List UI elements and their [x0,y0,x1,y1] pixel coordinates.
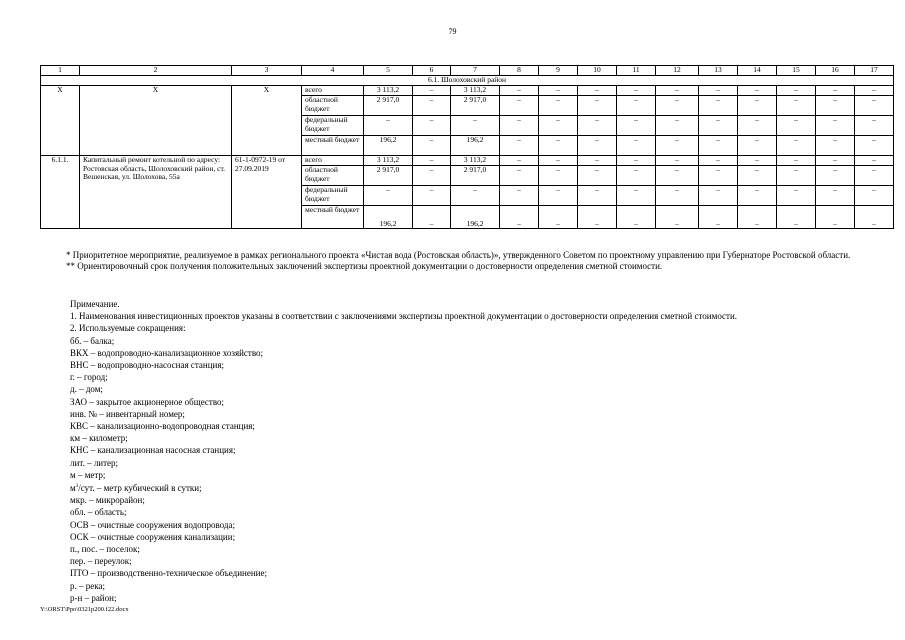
value-cell: – [617,206,656,229]
value-cell: – [777,96,816,116]
abbreviation-item: р-н – район; [70,592,117,603]
value-total: 2 917,0 [364,96,413,116]
abbreviation-item: лит. – литер; [70,457,119,468]
value-cell: – [816,96,855,116]
value-total: – [364,186,413,206]
value-cell: – [738,116,777,136]
column-number: 9 [539,66,578,76]
footnotes [40,250,862,272]
funding-source: всего [302,86,364,96]
column-number: 2 [80,66,232,76]
value-cell: – [855,116,894,136]
value-cell: – [738,96,777,116]
value-cell: – [578,96,617,116]
value-cell: – [656,96,699,116]
value-cell: – [855,186,894,206]
remark-item-2: 2. Используемые сокращения: [70,323,186,334]
abbreviation-item: р. – река; [70,580,105,591]
value-cell: – [539,86,578,96]
value-cell: – [539,206,578,229]
abbreviation-item: бб. – балка; [70,335,115,346]
value-cell: – [738,206,777,229]
item-name: Х [80,86,232,156]
column-number: 7 [451,66,500,76]
value-cell: – [617,166,656,186]
column-number: 10 [578,66,617,76]
abbreviation-item: инв. № – инвентарный номер; [70,408,185,419]
value-cell: – [500,206,539,229]
item-number: 6.1.1. [41,156,80,229]
value-total: – [364,116,413,136]
column-number: 12 [656,66,699,76]
value-cell: – [500,96,539,116]
section-row [41,76,894,86]
abbreviation-list [70,335,737,481]
value-cell: – [500,116,539,136]
abbreviation-item: ЗАО – закрытое акционерное общество; [70,396,225,407]
value-col7: 196,2 [451,136,500,156]
abbreviation-item: КНС – канализационная насосная станция; [70,445,236,456]
value-cell: – [855,96,894,116]
abbreviation-m3: $м^3$/сут. – метр кубический в сутки; [70,483,202,494]
value-cell: – [855,156,894,166]
value-cell: – [539,116,578,136]
value-total: 3 113,2 [364,86,413,96]
value-cell: – [699,116,738,136]
value-cell: – [777,136,816,156]
abbreviation-item: п., пос. – поселок; [70,544,140,555]
value-col6: – [413,156,451,166]
value-cell: – [617,116,656,136]
value-cell: – [656,156,699,166]
value-cell: – [656,136,699,156]
column-number: 5 [364,66,413,76]
value-cell: – [777,186,816,206]
abbreviation-item: ОСВ – очистные сооружения водопровода; [70,519,235,530]
value-total: 196,2 [364,206,413,229]
value-cell: – [816,156,855,166]
value-col6: – [413,86,451,96]
value-cell: – [578,166,617,186]
value-cell: – [699,186,738,206]
value-cell: – [656,206,699,229]
abbreviation-item: ВКХ – водопроводно-канализационное хозяйство; [70,347,264,358]
value-col6: – [413,136,451,156]
value-cell: – [578,156,617,166]
value-cell: – [816,116,855,136]
remark-item-1: 1. Наименования инвестиционных проектов указаны в соответствии с заключениями экспертизы проектной документации о достоверности определения сметной стоимости. [70,311,738,322]
value-cell: – [738,136,777,156]
column-number: 16 [816,66,855,76]
value-col7: 2 917,0 [451,166,500,186]
abbreviation-item: мкр. – микрорайон; [70,495,145,506]
value-cell: – [777,156,816,166]
funding-source: федеральный бюджет [302,116,364,136]
value-cell: – [539,166,578,186]
abbreviation-list-2 [70,494,737,604]
value-cell: – [617,156,656,166]
value-cell: – [656,116,699,136]
value-cell: – [816,186,855,206]
value-cell: – [656,186,699,206]
value-cell: – [699,96,738,116]
footnote-priority: * Приоритетное мероприятие, реализуемое в рамках регионального проекта «Чистая вода (Ростовская область)», утвержденного Советом по проектному управлению при Губернаторе Ростовской области. [66,250,851,260]
value-cell: – [500,156,539,166]
footnote-expertise: ** Ориентировочный срок получения положительных заключений экспертизы проектной документации о достоверности определения сметной стоимости. [66,261,663,272]
value-col6: – [413,186,451,206]
value-col7: 2 917,0 [451,96,500,116]
value-cell: – [855,206,894,229]
section-title: 6.1. Шолоховский район [41,76,894,86]
value-cell: – [539,186,578,206]
item-number: Х [41,86,80,156]
funding-source: областной бюджет [302,166,364,186]
value-cell: – [699,156,738,166]
abbreviation-item: д. – дом; [70,384,103,395]
value-cell: – [578,86,617,96]
abbreviation-item: м – метр; [70,469,106,480]
value-col6: – [413,96,451,116]
funding-source: местный бюджет [302,206,364,229]
column-number: 15 [777,66,816,76]
value-cell: – [539,136,578,156]
abbreviation-item: ПТО – производственно-техническое объединение; [70,568,267,579]
value-cell: – [777,206,816,229]
abbreviation-item: КВС – канализационно-водопроводная станция; [70,421,255,432]
abbreviation-item: ОСК – очистные сооружения канализации; [70,531,236,542]
value-cell: – [617,86,656,96]
value-cell: – [500,136,539,156]
item-expertise: 61-1-0972-19 от 27.09.2019 [232,156,302,229]
value-cell: – [699,86,738,96]
abbreviation-item: г. – город; [70,372,108,383]
value-col6: – [413,166,451,186]
value-cell: – [656,166,699,186]
value-total: 196,2 [364,136,413,156]
value-cell: – [777,116,816,136]
value-cell: – [617,136,656,156]
file-path-footer: Y:\ORST\Ppo\0321p200.f22.docx [40,606,129,613]
item-name: Капитальный ремонт котельной по адресу: Ростовская область, Шолоховский район, ст. Вешенская, ул. Шолохова, 55а [80,156,232,229]
remark-block [70,298,737,604]
column-number: 17 [855,66,894,76]
group2-row [41,156,894,166]
value-col7: – [451,116,500,136]
value-cell: – [699,136,738,156]
item-expertise: Х [232,86,302,156]
column-number: 14 [738,66,777,76]
value-cell: – [855,86,894,96]
column-number: 4 [302,66,364,76]
funding-source: всего [302,156,364,166]
funding-source: местный бюджет [302,136,364,156]
column-number: 1 [41,66,80,76]
value-cell: – [816,166,855,186]
value-col7: – [451,186,500,206]
value-col7: 3 113,2 [451,86,500,96]
column-number: 3 [232,66,302,76]
value-col6: – [413,116,451,136]
abbreviation-item: пер. – переулок; [70,556,132,567]
value-cell: – [656,86,699,96]
value-total: 3 113,2 [364,156,413,166]
remark-title: Примечание. [70,299,120,309]
value-cell: – [539,156,578,166]
value-cell: – [699,166,738,186]
value-cell: – [738,186,777,206]
value-cell: – [500,166,539,186]
value-cell: – [738,86,777,96]
value-cell: – [578,186,617,206]
value-cell: – [816,206,855,229]
funding-source: областной бюджет [302,96,364,116]
table-header-row [41,66,894,76]
column-number: 11 [617,66,656,76]
abbreviation-item: ВНС – водопроводно-насосная станция; [70,360,224,371]
value-cell: – [777,86,816,96]
value-total: 2 917,0 [364,166,413,186]
column-number: 13 [699,66,738,76]
investment-table [40,65,894,229]
value-cell: – [738,156,777,166]
funding-source: федеральный бюджет [302,186,364,206]
value-cell: – [617,186,656,206]
value-cell: – [578,136,617,156]
value-cell: – [699,206,738,229]
column-number: 6 [413,66,451,76]
page-number: 79 [448,27,457,36]
abbreviation-item: обл. – область; [70,507,127,518]
value-cell: – [738,166,777,186]
value-cell: – [816,86,855,96]
value-col7: 196,2 [451,206,500,229]
value-cell: – [500,86,539,96]
value-cell: – [777,166,816,186]
group1-row [41,86,894,96]
value-cell: – [539,96,578,116]
value-col6: – [413,206,451,229]
value-cell: – [855,166,894,186]
column-number: 8 [500,66,539,76]
value-col7: 3 113,2 [451,156,500,166]
value-cell: – [578,206,617,229]
value-cell: – [617,96,656,116]
value-cell: – [500,186,539,206]
value-cell: – [816,136,855,156]
value-cell: – [855,136,894,156]
abbreviation-item: км – километр; [70,433,128,444]
value-cell: – [578,116,617,136]
